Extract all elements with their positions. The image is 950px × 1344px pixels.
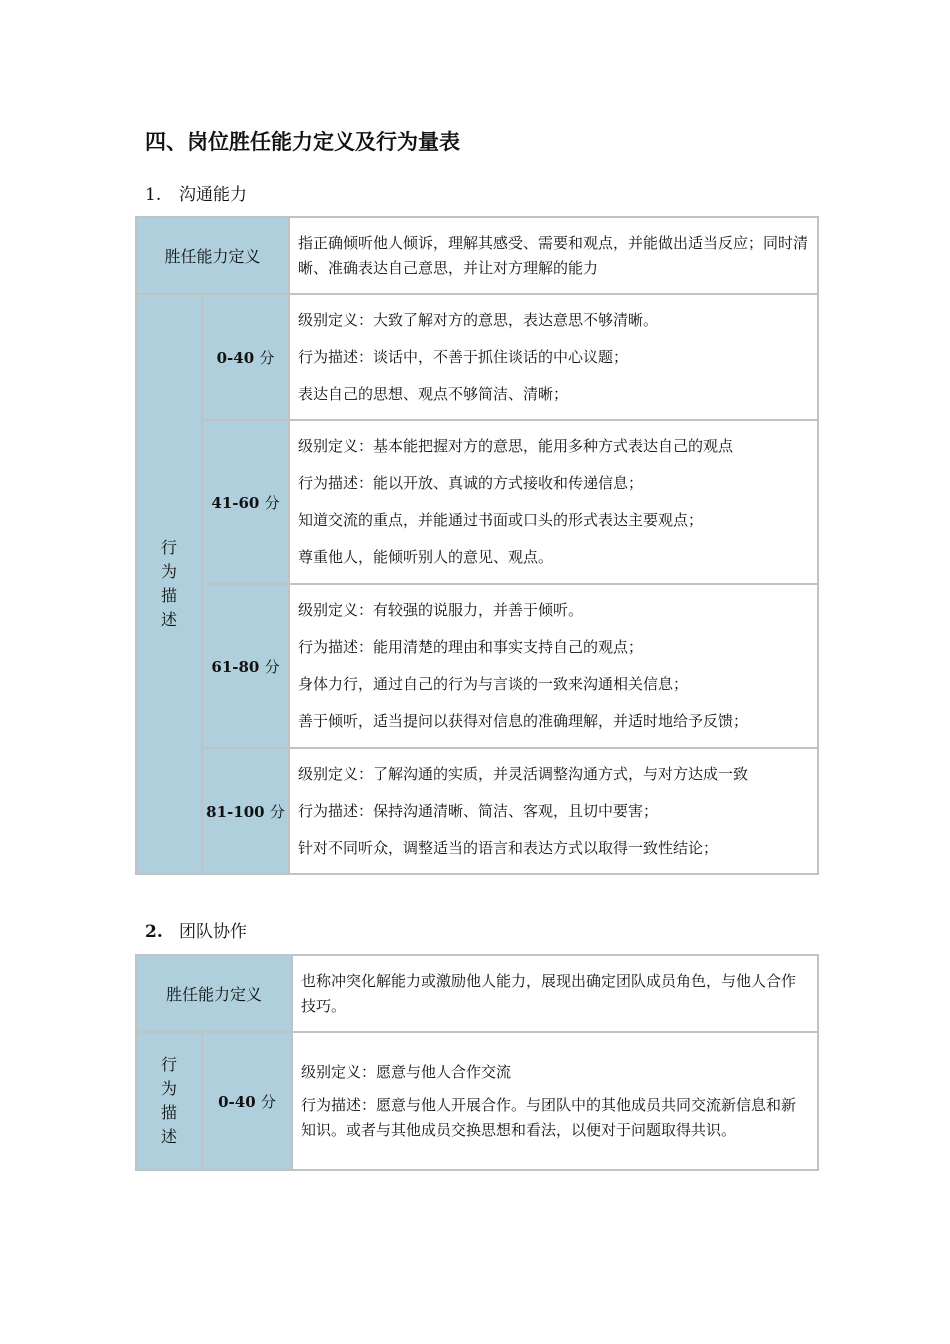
section1-number: 1. <box>145 185 162 205</box>
level-description: 级别定义：了解沟通的实质，并灵活调整沟通方式，与对方达成一致 行为描述：保持沟通清晰、简洁、客观，且切中要害； 针对不同听众，调整适当的语言和表达方式以取得一致性结论； <box>289 748 818 874</box>
definition-label: 胜任能力定义 <box>136 955 292 1032</box>
teamwork-table <box>135 954 819 1171</box>
level-description: 级别定义：愿意与他人合作交流 行为描述：愿意与他人开展合作。与团队中的其他成员共同交流新信息和新知识。或者与其他成员交换思想和看法，以便对于问题取得共识。 <box>292 1032 818 1170</box>
doc-title: 四、岗位胜任能力定义及行为量表 <box>145 130 460 154</box>
section2-title: 团队协作 <box>179 922 247 942</box>
definition-text: 也称冲突化解能力或激励他人能力，展现出确定团队成员角色，与他人合作技巧。 <box>292 955 818 1032</box>
definition-label: 胜任能力定义 <box>136 217 289 294</box>
score-range: 81-100 分 <box>202 748 289 874</box>
level-description: 级别定义：基本能把握对方的意思，能用多种方式表达自己的观点 行为描述：能以开放、真诚的方式接收和传递信息； 知道交流的重点，并能通过书面或口头的形式表达主要观点； 尊重他人，能倾听别人的意见、观点。 <box>289 420 818 584</box>
section2-heading <box>145 917 247 942</box>
section2-number: 2. <box>145 922 163 942</box>
communication-table <box>135 216 819 875</box>
level-description: 级别定义：大致了解对方的意思，表达意思不够清晰。 行为描述：谈话中，不善于抓住谈话的中心议题； 表达自己的思想、观点不够简洁、清晰； <box>289 294 818 420</box>
section1-title: 沟通能力 <box>179 185 247 205</box>
score-range: 61-80 分 <box>202 584 289 748</box>
behavior-label: 行 为 描 述 <box>136 294 202 874</box>
section1-heading <box>145 180 247 205</box>
score-range: 0-40 分 <box>202 294 289 420</box>
behavior-label: 行 为 描 述 <box>136 1032 202 1170</box>
score-range: 41-60 分 <box>202 420 289 584</box>
level-description: 级别定义：有较强的说服力，并善于倾听。 行为描述：能用清楚的理由和事实支持自己的观点； 身体力行，通过自己的行为与言谈的一致来沟通相关信息； 善于倾听，适当提问以获得对信息的准确理解，并适时地给予反馈； <box>289 584 818 748</box>
definition-text: 指正确倾听他人倾诉，理解其感受、需要和观点，并能做出适当反应；同时清晰、准确表达自己意思，并让对方理解的能力 <box>289 217 818 294</box>
score-range: 0-40 分 <box>202 1032 292 1170</box>
